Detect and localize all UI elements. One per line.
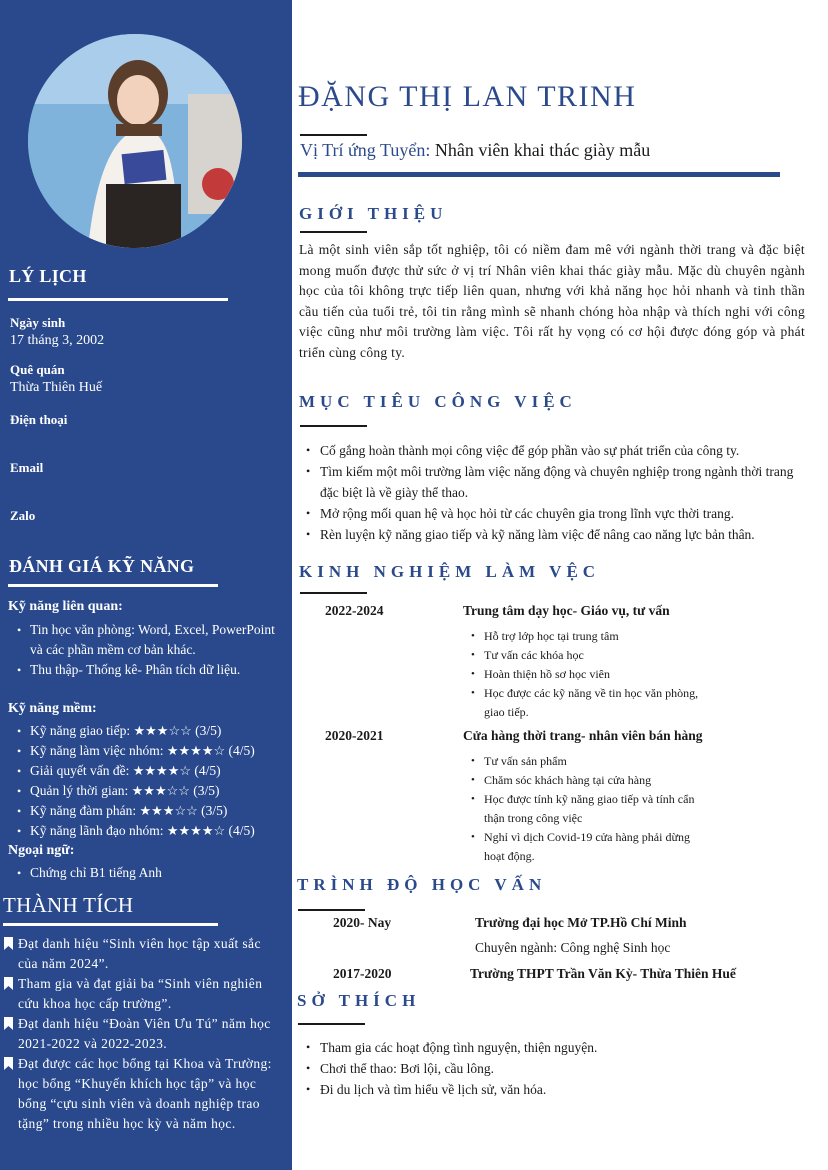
sidebar <box>0 0 292 1170</box>
achievement-text: Đạt được các học bổng tại Khoa và Trường: học bổng “Khuyến khích học tập” và học bổng “cựu sinh viên và doanh nghiệp trao tặng” trong nhiều học kỳ và năm học. <box>18 1056 272 1131</box>
phone-label: Điện thoại <box>10 412 68 427</box>
intro-text: Là một sinh viên sắp tốt nghiệp, tôi có niềm đam mê với ngành thời trang và đặc biệt mong muốn được thử sức ở vị trí Nhân viên khai thác giày mẫu. Mặc dù chuyên ngành học của tôi không trực tiếp liên quan, nhưng với khả năng học hỏi nhanh và tinh thần cầu tiến của tuổi trẻ, tôi tin rằng mình sẽ nhanh chóng hòa nhập và thích nghi với công việc cũng như môi trường làm việc. Tôi rất hy vọng có cơ hội được đóng góp và phát triển cùng công ty. <box>299 242 805 360</box>
achievement-item <box>4 1054 284 1134</box>
list-item: • Học được tính kỹ năng giao tiếp và tính cẩn thận trong công việc <box>484 790 704 828</box>
experience-rule <box>300 592 367 594</box>
education-school: Trường đại học Mở TP.Hồ Chí Minh <box>475 915 687 930</box>
list-item: • Thu thập- Thống kê- Phân tích dữ liệu. <box>30 660 280 680</box>
achievements-section-title: THÀNH TÍCH <box>3 893 134 917</box>
list-item: • Nghỉ vì dịch Covid-19 cửa hàng phải dừng hoạt động. <box>484 828 704 866</box>
list-item: • Tư vấn sản phẩm <box>484 752 704 771</box>
goal-section-title: MỤC TIÊU CÔNG VIỆC <box>299 392 577 411</box>
intro-rule <box>300 231 367 233</box>
language-list <box>0 863 280 883</box>
star-rating-icon: ★★★☆☆ <box>133 723 192 738</box>
hometown-value: Thừa Thiên Huế <box>10 380 103 395</box>
soft-skills-list <box>0 721 300 841</box>
email-label: Email <box>10 460 44 475</box>
list-item: • Tin học văn phòng: Word, Excel, PowerPoint và các phần mềm cơ bản khác. <box>30 620 280 660</box>
bookmark-icon <box>4 977 13 990</box>
related-skills-list <box>0 620 280 680</box>
star-rating-icon: ★★★☆☆ <box>139 803 198 818</box>
skill-score: (3/5) <box>193 783 220 798</box>
achievements-rule <box>3 923 218 926</box>
candidate-name: ĐẶNG THỊ LAN TRINH <box>298 80 637 113</box>
soft-skills-title: Kỹ năng mềm: <box>8 701 97 716</box>
list-item: • Chơi thể thao: Bơi lội, cầu lông. <box>320 1058 806 1079</box>
list-item: • Mở rộng mối quan hệ và học hỏi từ các chuyên gia trong lĩnh vực thời trang. <box>320 503 806 524</box>
goal-list <box>306 440 806 545</box>
achievement-item <box>4 934 284 974</box>
skills-rule <box>8 584 218 587</box>
star-rating-icon: ★★★★☆ <box>166 823 226 838</box>
list-item: • Cố gắng hoàn thành mọi công việc để góp phần vào sự phát triển của công ty. <box>320 440 806 461</box>
skill-name: Kỹ năng giao tiếp: <box>30 723 131 738</box>
skill-name: Kỹ năng lãnh đạo nhóm: <box>30 823 164 838</box>
list-item: • Chăm sóc khách hàng tại cửa hàng <box>484 771 704 790</box>
skill-name: Quản lý thời gian: <box>30 783 129 798</box>
education-school: Trường THPT Trần Văn Kỳ- Thừa Thiên Huế <box>470 966 736 981</box>
experience-title: Cửa hàng thời trang- nhân viên bán hàng <box>463 728 703 743</box>
birth-value: 17 tháng 3, 2002 <box>10 333 105 348</box>
bookmark-icon <box>4 937 13 950</box>
experience-title: Trung tâm dạy học- Giáo vụ, tư vấn <box>463 603 670 618</box>
profile-photo <box>28 34 242 248</box>
hobby-rule <box>298 1023 365 1025</box>
skills-section-title: ĐÁNH GIÁ KỸ NĂNG <box>9 556 195 576</box>
list-item: • Hỗ trợ lớp học tại trung tâm <box>484 627 704 646</box>
position-value: Nhân viên khai thác giày mẫu <box>434 140 651 160</box>
experience-duties <box>484 752 704 866</box>
education-major: Chuyên ngành: Công nghệ Sinh học <box>475 940 671 955</box>
achievement-text: Đạt danh hiệu “Đoàn Viên Ưu Tú” năm học 2021-2022 và 2022-2023. <box>18 1016 271 1051</box>
skill-name: Kỹ năng đàm phán: <box>30 803 137 818</box>
list-item: • Tìm kiếm một môi trường làm việc năng động và chuyên nghiệp trong ngành thời trang đặc biệt là về giày thể thao. <box>320 461 806 503</box>
skill-rating-item <box>30 801 300 821</box>
experience-years: 2022-2024 <box>325 603 384 618</box>
list-item: • Tư vấn các khóa học <box>484 646 704 665</box>
hometown-label: Quê quán <box>10 362 65 377</box>
education-years: 2017-2020 <box>333 966 392 981</box>
name-rule <box>300 134 367 136</box>
star-rating-icon: ★★★★☆ <box>166 743 226 758</box>
achievement-item <box>4 1014 284 1054</box>
language-title: Ngoại ngữ: <box>8 843 75 858</box>
list-item: • Hoàn thiện hồ sơ học viên <box>484 665 704 684</box>
list-item: • Tham gia các hoạt động tình nguyện, thiện nguyện. <box>320 1037 806 1058</box>
birth-label: Ngày sinh <box>10 315 66 330</box>
star-rating-icon: ★★★★☆ <box>132 763 192 778</box>
bookmark-icon <box>4 1057 13 1070</box>
skill-rating-item <box>30 721 300 741</box>
position-line <box>300 140 650 161</box>
list-item: • Chứng chỉ B1 tiếng Anh <box>30 863 280 883</box>
goal-rule <box>300 425 367 427</box>
achievement-item <box>4 974 284 1014</box>
experience-years: 2020-2021 <box>325 728 384 743</box>
list-item: • Rèn luyện kỹ năng giao tiếp và kỹ năng làm việc để nâng cao năng lực bản thân. <box>320 524 806 545</box>
achievements-list <box>4 934 284 1134</box>
header-rule <box>298 172 780 177</box>
skill-name: Giải quyết vấn đề: <box>30 763 130 778</box>
bookmark-icon <box>4 1017 13 1030</box>
skill-rating-item <box>30 821 300 841</box>
list-item: • Đi du lịch và tìm hiểu về lịch sử, văn hóa. <box>320 1079 806 1100</box>
position-label: Vị Trí ứng Tuyển: <box>300 140 431 160</box>
skill-score: (3/5) <box>195 723 222 738</box>
profile-rule <box>8 298 228 301</box>
skill-rating-item <box>30 761 300 781</box>
star-rating-icon: ★★★☆☆ <box>131 783 190 798</box>
hobby-section-title: SỞ THÍCH <box>297 991 421 1010</box>
list-item: • Học được các kỹ năng về tin học văn phòng, giao tiếp. <box>484 684 704 722</box>
achievement-text: Đạt danh hiệu “Sinh viên học tập xuất sắc của năm 2024”. <box>18 936 261 971</box>
skill-score: (4/5) <box>228 743 255 758</box>
education-section-title: TRÌNH ĐỘ HỌC VẤN <box>297 875 547 894</box>
experience-section-title: KINH NGHIỆM LÀM VỆC <box>299 562 601 581</box>
skill-rating-item <box>30 781 300 801</box>
experience-duties <box>484 627 704 722</box>
hobby-list <box>306 1037 806 1100</box>
achievement-text: Tham gia và đạt giải ba “Sinh viên nghiên cứu khoa học cấp trường”. <box>18 976 263 1011</box>
skill-score: (4/5) <box>194 763 221 778</box>
profile-section-title: LÝ LỊCH <box>9 266 87 286</box>
intro-section-title: GIỚI THIỆU <box>299 204 448 223</box>
skill-name: Kỹ năng làm việc nhóm: <box>30 743 164 758</box>
skill-score: (4/5) <box>228 823 255 838</box>
skill-rating-item <box>30 741 300 761</box>
skill-score: (3/5) <box>201 803 228 818</box>
related-skills-title: Kỹ năng liên quan: <box>8 599 123 614</box>
zalo-label: Zalo <box>10 508 36 523</box>
education-years: 2020- Nay <box>333 915 392 930</box>
education-rule <box>298 909 365 911</box>
